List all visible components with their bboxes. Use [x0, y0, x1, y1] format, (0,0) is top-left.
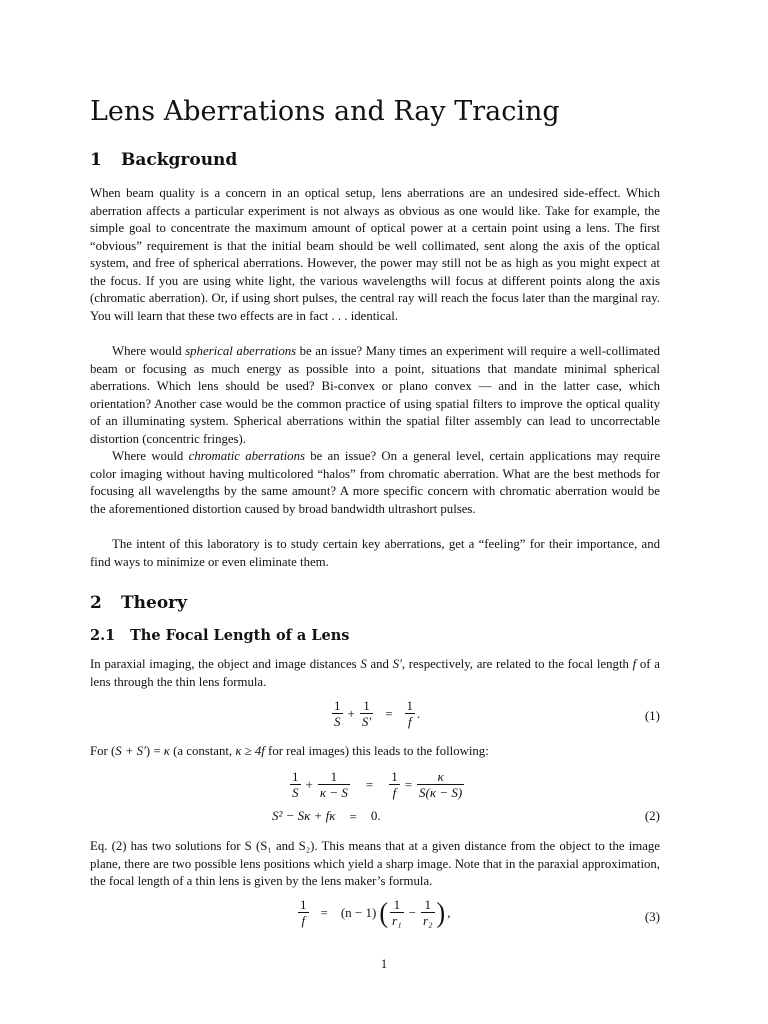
section-heading-background	[90, 150, 237, 170]
subsection-number: 2.1	[90, 627, 116, 644]
section-heading-theory	[90, 593, 187, 613]
fraction	[332, 698, 343, 729]
equation-1	[330, 698, 420, 729]
parenthesis: (	[379, 896, 389, 928]
fraction	[360, 698, 373, 729]
denominator: S(κ − S)	[419, 785, 463, 800]
text-run: For (	[90, 744, 116, 758]
background-paragraph-4: The intent of this laboratory is to study certain key aberrations, get a “feeling” for their importance, and find ways to minimize or even eliminate them.	[90, 537, 660, 569]
section-number: 2	[90, 593, 102, 613]
fraction	[417, 769, 464, 800]
subsection-heading-focal-length	[90, 627, 349, 644]
theory-paragraph-3: Eq. (2) has two solutions for S (S₁ and S₂). This means that at a given distance from the object to the image plane, there are two possible lens positions which yield a sharp image. Note that in the paraxial approximation, the focal length of a thin lens is given by the lens maker’s formula.	[90, 839, 660, 888]
text-run: be an issue? On a general level, certain applications may require color imaging without having multicolored “halos” from chromatic aberration. What are the best methods for focusing all wavelengths by the same amount? A more specific concern with chromatic aberration would be the aforementioned distortion caused by broad bandwidth ultrashort pulses.	[90, 449, 660, 516]
equation-number-1: (1)	[644, 708, 660, 723]
equation-number-2: (2)	[644, 808, 660, 823]
math-symbol: f	[632, 657, 637, 671]
operator: −	[408, 904, 416, 920]
section-number: 1	[90, 150, 102, 170]
emphasis-spherical-aberrations: spherical aberrations	[185, 344, 297, 358]
math-expression: S² − Sκ + fκ	[272, 808, 336, 823]
section-title: Theory	[121, 593, 187, 613]
numerator: 1	[406, 698, 414, 713]
emphasis-chromatic-aberrations: chromatic aberrations	[188, 449, 305, 463]
section-title: Background	[121, 150, 238, 170]
operator: =	[320, 904, 328, 920]
operator: +	[305, 776, 313, 792]
paper-title: Lens Aberrations and Ray Tracing	[90, 96, 560, 127]
text-run: and	[366, 657, 393, 671]
text-run: In paraxial imaging, the object and image distances	[90, 657, 361, 671]
fraction	[298, 897, 309, 928]
math-expression: 0.	[370, 808, 381, 823]
fraction	[389, 769, 400, 800]
parenthesis: )	[436, 896, 446, 928]
punctuation: .	[417, 705, 421, 721]
text-run: ) =	[145, 744, 164, 758]
background-paragraph-1: When beam quality is a concern in an optical setup, lens aberrations are an undesired side-effect. Which aberration affects a particular experiment is not always as obvious as one would like. Take for example, the simple goal to concentrate the maximum amount of optical power at a certain point using a lens. The first “obvious” requirement is that the initial beam should be well collimated, sent along the axis of the optical system, and free of spherical aberrations. However, the power may still not be as high as you might expect at the focus. If you are using white light, the various wavelengths will focus at different points along the axis (chromatic aberration). Or, if using short pulses, the central ray will reach the focus later than the marginal ray. You will learn that these two effects are in fact . . . identical.	[90, 186, 660, 323]
math-expression: (n − 1)	[340, 904, 377, 920]
numerator: κ	[417, 769, 464, 785]
text-run: Where would	[112, 449, 189, 463]
operator: +	[347, 705, 355, 721]
equation-2-line-2	[272, 808, 381, 825]
fraction	[318, 769, 350, 800]
denominator: S	[334, 714, 341, 729]
operator: =	[365, 776, 374, 792]
operator: =	[404, 776, 413, 792]
math-expression: S + S′	[115, 744, 146, 758]
denominator: f	[392, 785, 397, 800]
numerator: 1	[421, 897, 435, 913]
numerator: 1	[292, 769, 299, 784]
denominator: f	[407, 714, 412, 729]
punctuation: ,	[447, 904, 451, 920]
text-run: (a constant,	[169, 744, 236, 758]
numerator: 1	[318, 769, 350, 785]
math-expression: κ ≥ 4f	[235, 744, 265, 758]
text-run: Where would	[112, 344, 186, 358]
page-number: 1	[380, 957, 388, 971]
numerator: 1	[390, 897, 404, 913]
operator: =	[349, 809, 357, 825]
numerator: 1	[300, 897, 307, 912]
math-symbol: S′	[392, 657, 402, 671]
denominator: r₂	[422, 913, 433, 928]
denominator: S′	[361, 714, 372, 729]
denominator: κ − S	[319, 785, 348, 800]
subsection-title: The Focal Length of a Lens	[130, 627, 350, 644]
numerator: 1	[391, 769, 398, 784]
equation-number-3: (3)	[644, 909, 660, 924]
equation-2-line-1	[288, 769, 466, 800]
fraction	[390, 897, 404, 928]
equation-3	[296, 897, 452, 928]
text-run: be an issue? Many times an experiment will require a well-collimated beam or focusing as much energy as possible into a point, situations that mandate minimal spherical aberrations. Which lens should be used? Bi-convex or plano convex — and in the latter case, which orientation? Another case would be the common practice of using spatial filters to improve the optical quality of an illuminating system. Spherical aberrations within the spatial filter assembly can lead to uncorrectable distortion (concentric fringes).	[90, 344, 660, 446]
numerator: 1	[334, 698, 341, 713]
denominator: f	[301, 913, 306, 928]
theory-paragraph-2	[90, 743, 660, 761]
denominator: r₁	[392, 913, 402, 928]
text-run: , respectively, are related to the focal length	[401, 657, 633, 671]
denominator: S	[292, 785, 299, 800]
fraction	[421, 897, 435, 928]
math-symbol: κ	[163, 744, 170, 758]
text-run: for real images) this leads to the following:	[264, 744, 489, 758]
math-symbol: S	[360, 657, 367, 671]
numerator: 1	[360, 698, 373, 714]
text-run: of a lens through the thin lens formula.	[90, 657, 660, 689]
background-paragraph-3	[90, 448, 660, 518]
theory-paragraph-1	[90, 656, 660, 691]
fraction	[290, 769, 301, 800]
operator: =	[385, 705, 393, 721]
background-paragraph-2	[90, 343, 660, 448]
fraction	[405, 698, 416, 729]
